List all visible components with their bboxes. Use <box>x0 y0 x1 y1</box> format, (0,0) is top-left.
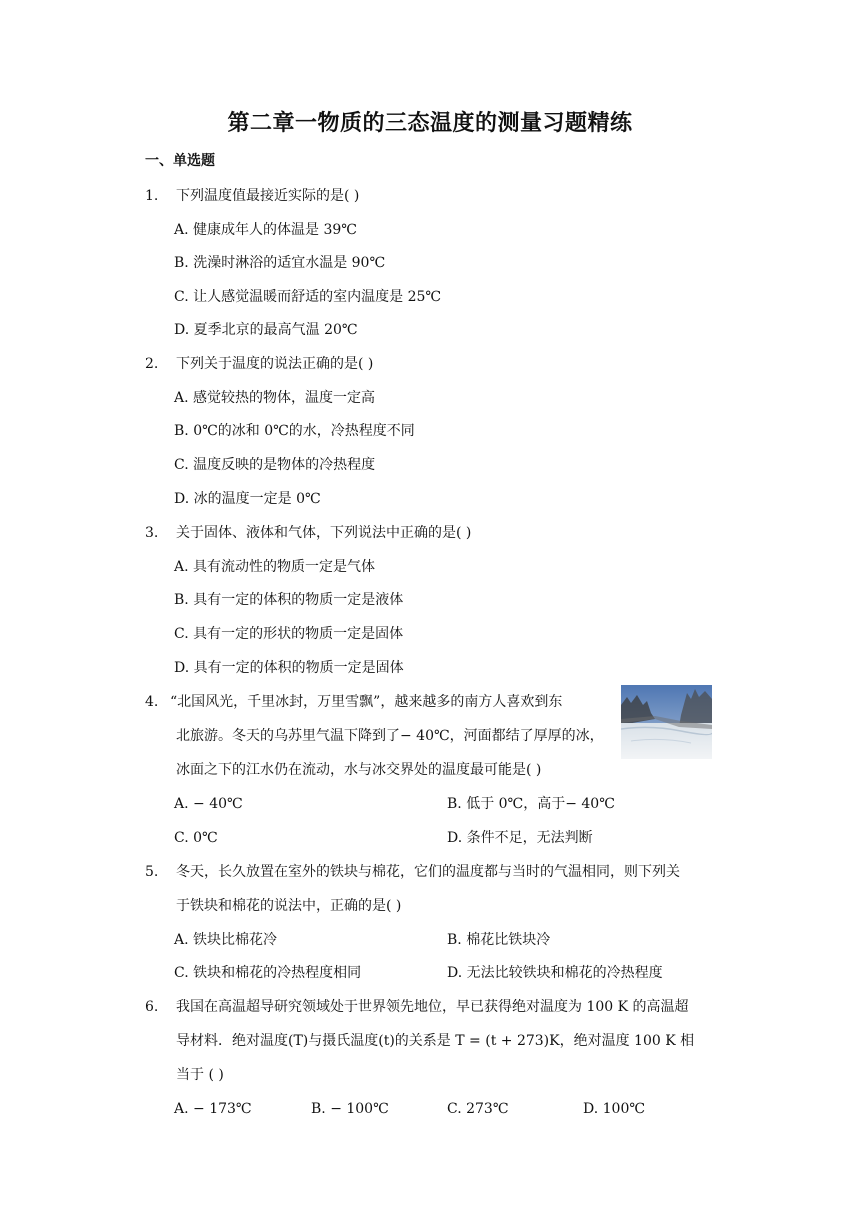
question-stem-line-3: 当于 ( ) <box>176 1067 224 1083</box>
question-number: 3. <box>145 525 159 541</box>
option-d: D. 无法比较铁块和棉花的冷热程度 <box>447 965 663 981</box>
question-number: 6. <box>145 999 159 1015</box>
option-c: C. 让人感觉温暖而舒适的室内温度是 25℃ <box>174 289 442 305</box>
frozen-river-image <box>621 685 712 759</box>
option-a: A. 健康成年人的体温是 39℃ <box>174 222 357 238</box>
option-d: D. 100℃ <box>583 1101 646 1117</box>
question-stem: 关于固体、液体和气体，下列说法中正确的是( ) <box>176 525 472 541</box>
option-a: A. − 173℃ <box>174 1101 252 1117</box>
option-b: B. 棉花比铁块冷 <box>447 932 551 948</box>
option-b: B. 具有一定的体积的物质一定是液体 <box>174 592 404 608</box>
frozen-river-photo <box>621 685 712 759</box>
question-stem-line-2: 北旅游。冬天的乌苏里气温下降到了− 40℃，河面都结了厚厚的冰， <box>176 728 604 744</box>
option-c: C. 温度反映的是物体的冷热程度 <box>174 457 376 473</box>
option-c: C. 具有一定的形状的物质一定是固体 <box>174 626 404 642</box>
option-d: D. 条件不足，无法判断 <box>447 830 593 846</box>
option-d: D. 冰的温度一定是 0℃ <box>174 491 321 507</box>
question-stem-line-3: 冰面之下的江水仍在流动，水与冰交界处的温度最可能是( ) <box>176 762 542 778</box>
option-c: C. 铁块和棉花的冷热程度相同 <box>174 965 362 981</box>
option-a: A. 感觉较热的物体，温度一定高 <box>174 390 376 406</box>
question-number: 1. <box>145 188 159 204</box>
question-stem-line-1: 我国在高温超导研究领域处于世界领先地位，早已获得绝对温度为 100 K 的高温超 <box>176 999 689 1015</box>
question-number: 4. <box>145 694 159 710</box>
question-stem-line-1: 冬天，长久放置在室外的铁块与棉花，它们的温度都与当时的气温相同，则下列关 <box>176 864 680 880</box>
option-c: C. 273℃ <box>447 1101 509 1117</box>
option-a: A. 具有流动性的物质一定是气体 <box>174 559 376 575</box>
question-stem: 下列关于温度的说法正确的是( ) <box>176 356 374 372</box>
section-heading: 一、单选题 <box>145 153 215 169</box>
option-d: D. 夏季北京的最高气温 20℃ <box>174 322 358 338</box>
question-stem: 下列温度值最接近实际的是( ) <box>176 188 360 204</box>
question-number: 2. <box>145 356 159 372</box>
question-stem-line-2: 导材料．绝对温度(T)与摄氏温度(t)的关系是 T = (t + 273)K，绝对温度 100 K 相 <box>176 1033 695 1049</box>
option-b: B. 洗澡时淋浴的适宜水温是 90℃ <box>174 255 386 271</box>
option-a: A. − 40℃ <box>174 796 243 812</box>
option-d: D. 具有一定的体积的物质一定是固体 <box>174 660 404 676</box>
option-c: C. 0℃ <box>174 830 218 846</box>
question-stem-line-2: 于铁块和棉花的说法中，正确的是( ) <box>176 898 402 914</box>
option-b: B. 低于 0℃，高于− 40℃ <box>447 796 615 812</box>
option-b: B. − 100℃ <box>311 1101 389 1117</box>
option-b: B. 0℃的冰和 0℃的水，冷热程度不同 <box>174 423 415 439</box>
question-stem-line-1: “北国风光，千里冰封，万里雪飘”，越来越多的南方人喜欢到东 <box>170 694 563 710</box>
option-a: A. 铁块比棉花冷 <box>174 932 278 948</box>
question-number: 5. <box>145 864 159 880</box>
page-title: 第二章一物质的三态温度的测量习题精练 <box>227 111 633 136</box>
